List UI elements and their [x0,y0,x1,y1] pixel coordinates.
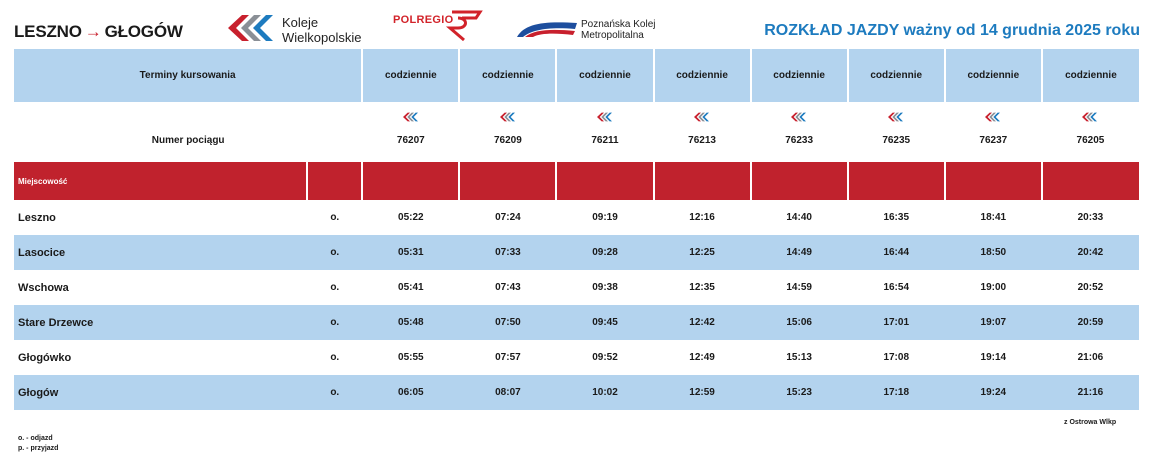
polregio-text: POLREGIO [393,14,454,26]
pkm-logo [515,19,579,39]
pkm-text: Poznańska Kolej Metropolitalna [581,19,656,41]
red-cell [459,162,556,200]
route-title [14,22,183,42]
departure-time: 15:23 [751,375,848,410]
stop-row [14,305,1139,340]
koleje-wielkopolskie-icon [403,112,419,122]
departure-time: 09:19 [556,200,653,235]
departure-time: 12:25 [654,235,751,270]
train-number: 76237 [945,135,1042,162]
train-term: codziennie [654,49,751,102]
koleje-wielkopolskie-logo [228,15,276,41]
koleje-wielkopolskie-text: Koleje Wielkopolskie [282,15,362,45]
train-number: 76207 [362,135,459,162]
red-cell [945,162,1042,200]
departure-time: 20:42 [1042,235,1139,270]
red-cell [1042,162,1139,200]
departure-time: 15:13 [751,340,848,375]
departure-time: 06:05 [362,375,459,410]
departure-time: 10:02 [556,375,653,410]
train-number: 76213 [654,135,751,162]
departure-time: 05:31 [362,235,459,270]
legend-arrival: p. - przyjazd [18,445,59,452]
departure-time: 18:41 [945,200,1042,235]
departure-time: 16:35 [848,200,945,235]
departure-time: 05:41 [362,270,459,305]
stop-row [14,200,1139,235]
departure-time: 05:48 [362,305,459,340]
koleje-wielkopolskie-icon [1082,112,1098,122]
train-number: 76211 [556,135,653,162]
departure-time: 12:59 [654,375,751,410]
departure-time: 20:52 [1042,270,1139,305]
terms-row [14,49,1139,102]
operator-cell [459,102,556,135]
departure-time: 12:35 [654,270,751,305]
departure-time: 14:59 [751,270,848,305]
departure-time: 09:52 [556,340,653,375]
train-term: codziennie [556,49,653,102]
terms-label: Terminy kursowania [14,49,362,102]
departure-time: 05:55 [362,340,459,375]
route-arrow-icon: → [84,22,102,41]
train-term: codziennie [1042,49,1139,102]
departure-time: 07:24 [459,200,556,235]
train-number: 76205 [1042,135,1139,162]
train-term: codziennie [945,49,1042,102]
koleje-wielkopolskie-icon [985,112,1001,122]
train-term: codziennie [362,49,459,102]
departure-time: 07:33 [459,235,556,270]
timetable [14,49,1139,410]
stop-mark: o. [307,375,362,410]
departure-time: 21:06 [1042,340,1139,375]
departure-time: 09:45 [556,305,653,340]
legend [18,434,58,454]
stop-row [14,340,1139,375]
red-cell [848,162,945,200]
departure-time: 12:16 [654,200,751,235]
operator-cell [654,102,751,135]
departure-time: 12:42 [654,305,751,340]
red-cell [751,162,848,200]
stop-row [14,375,1139,410]
stop-name: Leszno [14,200,307,235]
koleje-wielkopolskie-icon [791,112,807,122]
stop-mark: o. [307,235,362,270]
red-cell [556,162,653,200]
footnote: z Ostrowa Wlkp [1064,419,1117,426]
operator-cell [1042,102,1139,135]
koleje-wielkopolskie-icon [888,112,904,122]
departure-time: 17:08 [848,340,945,375]
legend-departure: o. - odjazd [18,435,53,442]
departure-time: 21:16 [1042,375,1139,410]
departure-time: 07:50 [459,305,556,340]
departure-time: 16:44 [848,235,945,270]
departure-time: 16:54 [848,270,945,305]
operator-icons-row [14,102,1139,135]
koleje-wielkopolskie-icon [694,112,710,122]
place-header-row [14,162,1139,200]
stop-row [14,270,1139,305]
departure-time: 09:38 [556,270,653,305]
departure-time: 12:49 [654,340,751,375]
operator-cell [362,102,459,135]
mark-header [307,162,362,200]
departure-time: 15:06 [751,305,848,340]
route-from: LESZNO [14,22,82,41]
stop-name: Stare Drzewce [14,305,307,340]
train-term: codziennie [751,49,848,102]
number-label: Numer pociągu [14,135,362,162]
departure-time: 14:49 [751,235,848,270]
red-cell [654,162,751,200]
train-number: 76235 [848,135,945,162]
departure-time: 07:57 [459,340,556,375]
train-number: 76209 [459,135,556,162]
train-number-row [14,135,1139,162]
operator-cell [751,102,848,135]
departure-time: 19:14 [945,340,1042,375]
route-to: GŁOGÓW [104,22,183,41]
departure-time: 18:50 [945,235,1042,270]
train-term: codziennie [848,49,945,102]
timetable-title: ROZKŁAD JAZDY ważny od 14 grudnia 2025 roku [764,22,1140,39]
operator-cell [848,102,945,135]
departure-time: 19:24 [945,375,1042,410]
stop-mark: o. [307,305,362,340]
departure-time: 05:22 [362,200,459,235]
koleje-wielkopolskie-icon [597,112,613,122]
departure-time: 17:01 [848,305,945,340]
departure-time: 20:33 [1042,200,1139,235]
stop-name: Lasocice [14,235,307,270]
stop-name: Głogówko [14,340,307,375]
operator-cell [945,102,1042,135]
stop-row [14,235,1139,270]
train-term: codziennie [459,49,556,102]
stop-name: Głogów [14,375,307,410]
red-cell [362,162,459,200]
departure-time: 14:40 [751,200,848,235]
departure-time: 07:43 [459,270,556,305]
header [0,0,1152,48]
place-label: Miejscowość [14,162,307,200]
stop-name: Wschowa [14,270,307,305]
stop-mark: o. [307,200,362,235]
departure-time: 17:18 [848,375,945,410]
koleje-wielkopolskie-icon [500,112,516,122]
icons-spacer [14,102,362,135]
departure-time: 19:00 [945,270,1042,305]
departure-time: 19:07 [945,305,1042,340]
departure-time: 09:28 [556,235,653,270]
departure-time: 20:59 [1042,305,1139,340]
operator-cell [556,102,653,135]
stop-mark: o. [307,340,362,375]
train-number: 76233 [751,135,848,162]
departure-time: 08:07 [459,375,556,410]
stop-mark: o. [307,270,362,305]
